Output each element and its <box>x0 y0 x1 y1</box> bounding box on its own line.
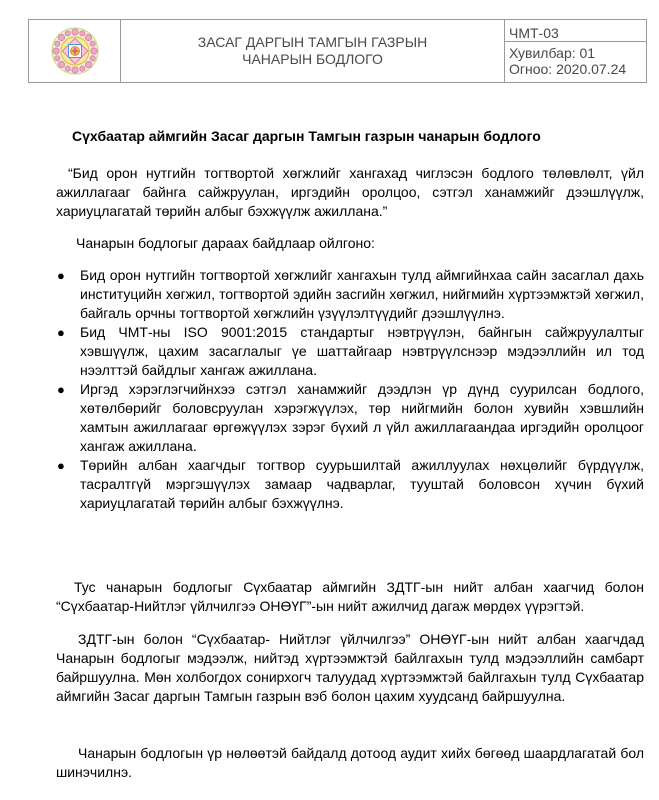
paragraph-compliance: Тус чанарын бодлогыг Сүхбаатар аймгийн ЗДТГ-ын нийт албан хаагчид болон “Сүхбаатар-Нийтлэг үйлчилгээ ОНӨҮГ”-ын нийт ажилчид дагаж мөрдөх үүрэгтэй. <box>56 579 644 614</box>
bullet-text: Бид ЧМТ-ны ISO 9001:2015 стандартыг нэвтрүүлэн, байнгын сайжруулалтыг хэвшүүлж, цахим засаглалыг үе шаттайгаар нэвтрүүлснээр мэдээллийн ил тод нээлттэй байдлыг хангаж ажиллана. <box>80 324 644 378</box>
header-meta-cell <box>505 20 647 83</box>
intro-text: Чанарын бодлогыг дараах байдлаар ойлгоно: <box>76 235 375 251</box>
policy-bullet-list <box>56 266 644 513</box>
bullet-icon: ● <box>57 268 65 283</box>
logo-cell <box>29 20 121 83</box>
bullet-text: Бид орон нутгийн тогтвортой хөгжлийг хангахын тулд аймгийнхаа сайн засаглал дахь институцийн хөгжил, тогтвортой эдийн засгийн хөгжил, нийгмийн хүртээмжтэй хөгжил, байгаль орчны тогтвортой хөгжлийн үзүүлэлтүүдийг дээшлүүлнэ. <box>80 267 644 321</box>
paragraph-review: Чанарын бодлогын үр нөлөөтэй байдалд дотоод аудит хийх бөгөөд шаардлагатай бол шинэчилнэ. <box>56 745 644 780</box>
list-item <box>56 380 644 456</box>
document-title: Сүхбаатар аймгийн Засаг даргын Тамгын газрын чанарын бодлого <box>72 128 541 144</box>
document-code: ЧМТ-03 <box>505 25 646 42</box>
header-title-line1: ЗАСАГ ДАРГЫН ТАМГЫН ГАЗРЫН <box>197 34 428 50</box>
bullet-icon: ● <box>57 325 65 340</box>
list-item <box>56 266 644 323</box>
bullet-text: Иргэд хэрэглэгчийнхээ сэтгэл ханамжийг дээдлэн үр дүнд суурилсан бодлого, хөтөлбөрийг боловсруулан хэрэгжүүлэх, төр нийгмийн болон хувийн хэвшлийн хамтын ажиллагааг өргөжүүлэх зэрэг бүхий л үйл ажиллагаандаа иргэдийн оролцоог хангаж ажиллана. <box>80 381 644 454</box>
header-title-cell <box>121 20 505 83</box>
bullet-icon: ● <box>57 458 65 473</box>
list-item <box>56 456 644 513</box>
document-version: Хувилбар: 01 <box>509 45 596 61</box>
list-item <box>56 323 644 380</box>
bullet-text: Төрийн албан хаагчдыг тогтвор суурьшилтай ажиллуулах нөхцөлийг бүрдүүлж, тасралтгүй мэргэшүүлэх замаар чадварлаг, тууштай боловсон хүчин бүхий хариуцлагатай төрийн албыг бэхжүүлнэ. <box>80 457 644 511</box>
bullet-icon: ● <box>57 382 65 397</box>
header-title-line2: ЧАНАРЫН БОДЛОГО <box>242 51 383 67</box>
emblem-seal-icon <box>50 26 100 76</box>
policy-statement: “Бид орон нутгийн тогтвортой хөгжлийг хангахад чиглэсэн бодлого төлөвлөлт, үйл ажиллагааг байнга сайжруулан, иргэдийн оролцоо, сэтгэл ханамжийг дээшлүүлж, хариуцлагатай төрийн албыг бэхжүүлж ажиллана.” <box>56 165 644 219</box>
document-date: Огноо: 2020.07.24 <box>509 61 627 77</box>
paragraph-dissemination: ЗДТГ-ын болон “Сүхбаатар- Нийтлэг үйлчилгээ” ОНӨҮГ-ын нийт албан хаагчдад Чанарын бодлогыг мэдээлж, нийтэд хүртээмжтэй байлгахын тулд мэдээллийн самбарт байршуулна. Мөн холбогдох сонирхогч талуудад хүртээмжтэй байлгахын тулд Сүхбаатар аймгийн Засаг даргын Тамгын газрын вэб болон цахим хуудсанд байршуулна. <box>56 631 644 704</box>
document-header <box>28 19 647 83</box>
